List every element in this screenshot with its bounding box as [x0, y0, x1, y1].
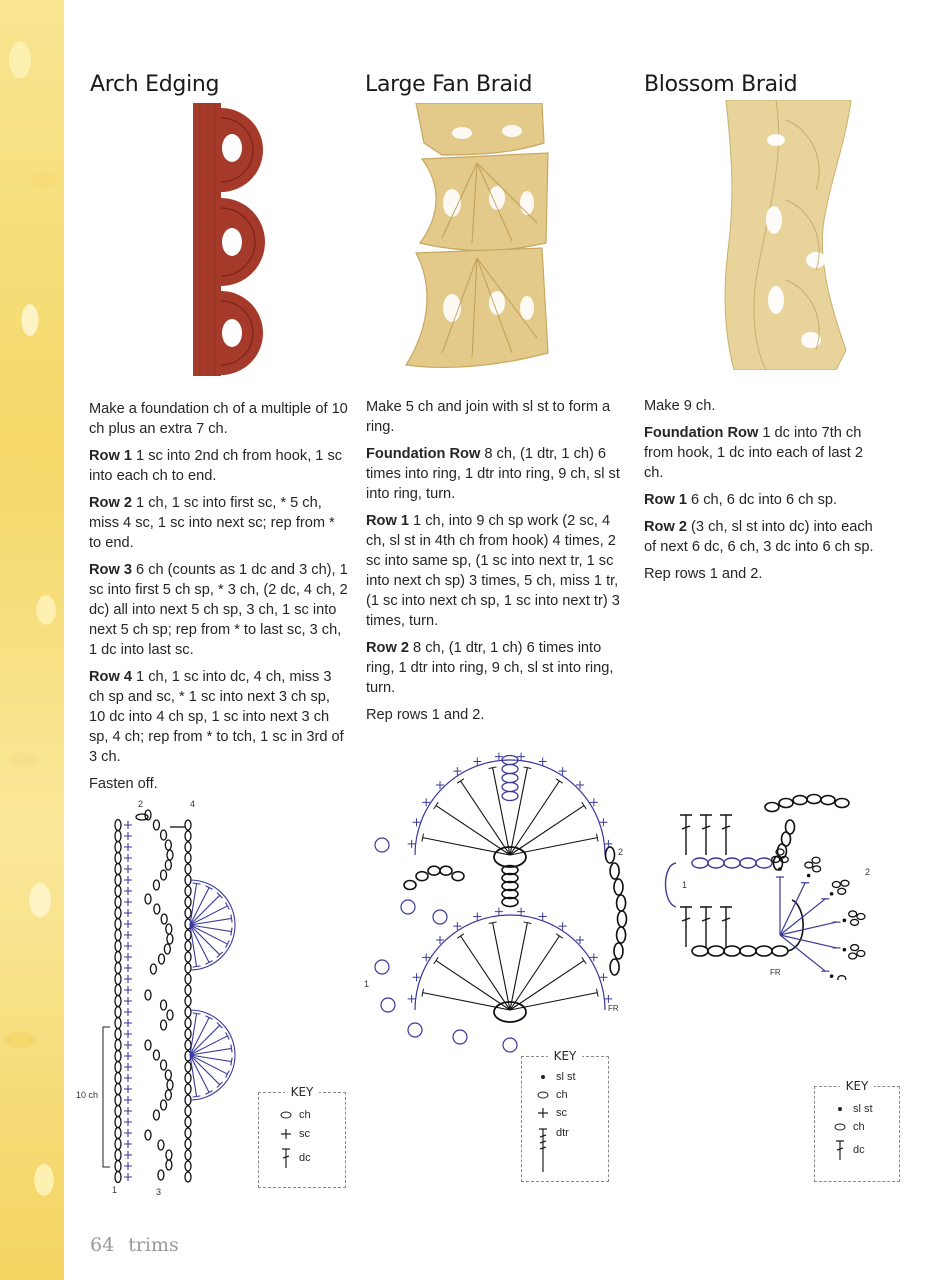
double-crochet-icon	[279, 1147, 293, 1169]
dot-icon	[833, 1105, 847, 1113]
instruction-line: Foundation Row 1 dc into 7th ch from hook, 1 dc into each of last 2 ch.	[644, 425, 864, 481]
instruction-line: Make 9 ch.	[644, 398, 716, 414]
decorative-margin-strip	[0, 0, 64, 1280]
plus-icon	[279, 1128, 293, 1140]
chain-oval-icon	[536, 1091, 550, 1099]
key-item-ch: ch	[833, 1121, 865, 1133]
section-name: trims	[128, 1234, 179, 1256]
section-title-arch-edging: Arch Edging	[90, 72, 220, 97]
chart-row-label: 1	[364, 979, 370, 989]
chain-oval-icon	[833, 1123, 847, 1131]
key-item-ch: ch	[536, 1089, 568, 1101]
instruction-line: Rep rows 1 and 2.	[644, 566, 763, 582]
key-title: KEY	[840, 1079, 875, 1093]
instruction-line: Row 2 (3 ch, sl st into dc) into each of next 6 dc, 6 ch, 3 dc into 6 ch sp.	[644, 519, 874, 555]
chart-repeat-label: 10 ch	[76, 1090, 99, 1100]
key-item-dc: dc	[833, 1139, 865, 1161]
key-item-dtr: dtr	[536, 1127, 569, 1173]
blossom-braid-instructions	[644, 396, 884, 591]
instruction-line: Rep rows 1 and 2.	[366, 707, 485, 723]
instruction-line: Row 4 1 ch, 1 sc into dc, 4 ch, miss 3 ch sp and sc, * 1 sc into next 3 ch sp, 10 dc into 4 ch sp, 1 sc into next 3 ch sp, 4 ch; rep from * to tch, 1 sc in 3rd of 3 ch.	[89, 669, 344, 765]
blossom-braid-key	[814, 1079, 900, 1182]
chart-row-label: 3	[156, 1187, 162, 1197]
instruction-line: Make 5 ch and join with sl st to form a ring.	[366, 399, 611, 435]
large-fan-braid-chart	[360, 745, 640, 1055]
chart-row-label: 1	[112, 1185, 118, 1195]
instruction-line: Foundation Row 8 ch, (1 dtr, 1 ch) 6 times into ring, 1 dtr into ring, 9 ch, sl st into ring, turn.	[366, 446, 620, 502]
key-title: KEY	[548, 1049, 583, 1063]
chain-oval-icon	[279, 1111, 293, 1119]
key-item-ch: ch	[279, 1109, 311, 1121]
plus-icon	[536, 1107, 550, 1119]
instruction-line: Row 3 6 ch (counts as 1 dc and 3 ch), 1 sc into first 5 ch sp, * 3 ch, (2 dc, 4 ch, 2 dc) all into next 5 ch sp, 3 ch, 1 sc into next 5 ch sp; rep from * to last sc, 3 ch, 1 dc into last sc.	[89, 562, 348, 658]
large-fan-braid-photo	[402, 103, 550, 373]
section-title-large-fan-braid: Large Fan Braid	[365, 72, 533, 97]
key-item-sl-st: sl st	[833, 1103, 873, 1115]
key-item-sc: sc	[279, 1128, 310, 1140]
instruction-line: Row 1 1 sc into 2nd ch from hook, 1 sc into each ch to end.	[89, 448, 343, 484]
key-item-sc: sc	[536, 1107, 567, 1119]
double-treble-icon	[536, 1127, 550, 1173]
large-fan-braid-key	[521, 1049, 609, 1182]
key-item-dc: dc	[279, 1147, 311, 1169]
chart-row-label: 4	[190, 799, 196, 809]
instruction-line: Row 1 6 ch, 6 dc into 6 ch sp.	[644, 492, 838, 508]
instruction-line: Row 2 8 ch, (1 dtr, 1 ch) 6 times into ring, 1 dtr into ring, 9 ch, sl st into ring, turn.	[366, 640, 614, 696]
dot-icon	[536, 1073, 550, 1081]
instruction-line: Make a foundation ch of a multiple of 10 ch plus an extra 7 ch.	[89, 401, 348, 437]
key-item-sl-st: sl st	[536, 1071, 576, 1083]
arch-edging-chart	[70, 795, 270, 1205]
chart-row-label: 2	[138, 799, 144, 809]
blossom-braid-chart	[660, 785, 890, 980]
chart-row-label: 1	[682, 880, 688, 890]
chart-row-label: FR	[770, 968, 781, 977]
large-fan-braid-instructions	[366, 397, 621, 732]
arch-edging-instructions	[89, 399, 349, 801]
section-title-blossom-braid: Blossom Braid	[644, 72, 798, 97]
instruction-line: Fasten off.	[89, 776, 158, 792]
chart-row-label: 2	[865, 867, 871, 877]
double-crochet-icon	[833, 1139, 847, 1161]
key-title: KEY	[285, 1085, 320, 1099]
arch-edging-key	[258, 1085, 346, 1188]
instruction-line: Row 2 1 ch, 1 sc into first sc, * 5 ch, miss 4 sc, 1 sc into next sc; rep from * to end.	[89, 495, 335, 551]
page-number: 64	[90, 1234, 115, 1256]
blossom-braid-photo	[716, 100, 858, 370]
page-footer	[90, 1234, 193, 1256]
instruction-line: Row 1 1 ch, into 9 ch sp work (2 sc, 4 ch, sl st in 4th ch from hook) 4 times, 2 sc into same sp, (1 sc into next tr, 1 sc into next ch sp) 3 times, 5 ch, miss 1 tr, (1 sc into next ch sp, 1 sc into next tr) 3 times, turn.	[366, 513, 620, 629]
arch-edging-photo	[190, 103, 290, 376]
chart-row-label: FR	[608, 1004, 619, 1013]
chart-row-label: 2	[618, 847, 624, 857]
